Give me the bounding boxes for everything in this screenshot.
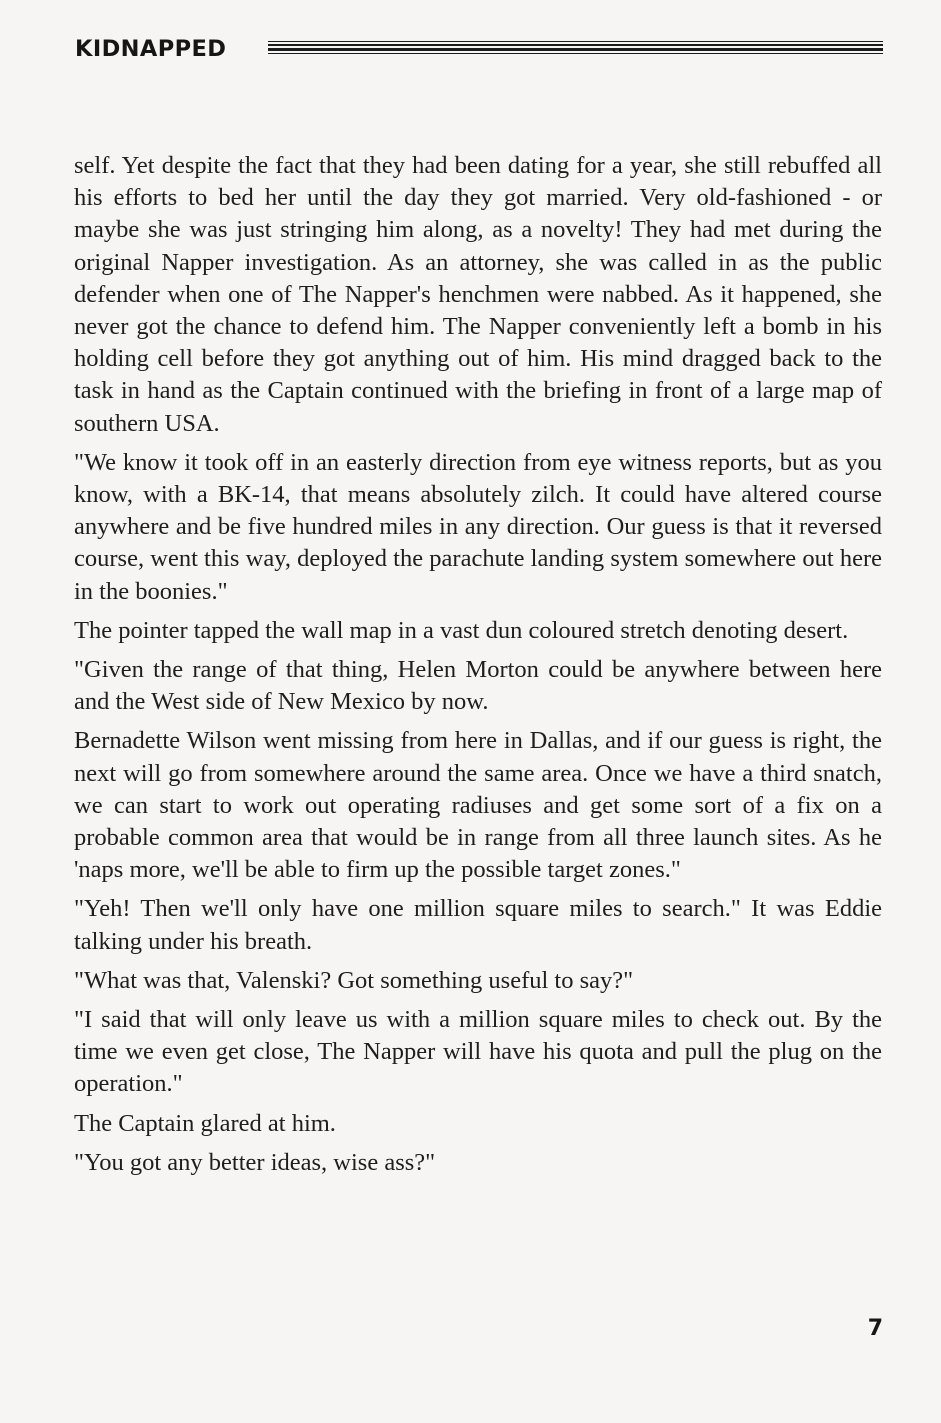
paragraph: The pointer tapped the wall map in a vast dun coloured stretch denoting desert. xyxy=(74,616,849,644)
paragraph: "Given the range of that thing, Helen Morton could be anywhere between here and the West side of New Mexico by now. xyxy=(74,656,882,716)
running-header-title: KIDNAPPED xyxy=(75,36,227,62)
paragraph: "You got any better ideas, wise ass?" xyxy=(74,1148,436,1176)
paragraph: Bernadette Wilson went missing from here in Dallas, and if our guess is right, the next will go from somewhere around the same area. Once we have a third snatch, we can start to work out operating radiuses and get some sort of a fix on a probable common area that would be in range from all three launch sites. As he 'naps more, we'll be able to firm up the possible target zones." xyxy=(74,727,882,884)
paragraph: The Captain glared at him. xyxy=(74,1109,336,1137)
running-header xyxy=(75,34,883,66)
paragraph: "We know it took off in an easterly direction from eye witness reports, but as you know, with a BK-14, that means absolutely zilch. It could have altered course anywhere and be five hundred miles in any direction. Our guess is that it reversed course, went this way, deployed the parachute landing system somewhere out here in the boonies." xyxy=(74,448,882,605)
paragraph: "What was that, Valenski? Got something useful to say?" xyxy=(74,966,634,994)
body-text xyxy=(74,150,882,1186)
page-number: 7 xyxy=(867,1316,883,1341)
paragraph: "Yeh! Then we'll only have one million square miles to search." It was Eddie talking under his breath. xyxy=(74,895,882,955)
header-rule xyxy=(268,41,883,55)
paragraph: "I said that will only leave us with a million square miles to check out. By the time we even get close, The Napper will have his quota and pull the plug on the operation." xyxy=(74,1006,882,1098)
paragraph: self. Yet despite the fact that they had been dating for a year, she still rebuffed all his efforts to bed her until the day they got married. Very old-fashioned - or maybe she was just stringing him along, as a novelty! They had met during the original Napper investigation. As an attorney, she was called in as the public defender when one of The Napper's henchmen were nabbed. As it happened, she never got the chance to defend him. The Napper conveniently left a bomb in his holding cell before they got anything out of him. His mind dragged back to the task in hand as the Captain continued with the briefing in front of a large map of southern USA. xyxy=(74,152,882,437)
